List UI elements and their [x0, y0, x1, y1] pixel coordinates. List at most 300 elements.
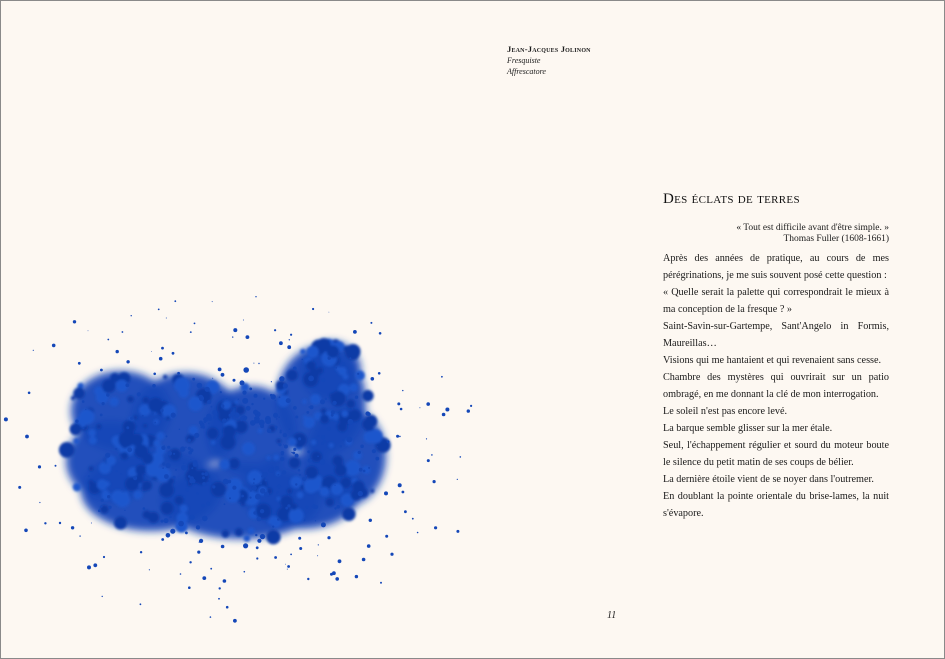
pigment-speck — [265, 479, 267, 481]
pigment-speck — [281, 451, 285, 455]
pigment-speck — [59, 522, 61, 524]
pigment-grain — [161, 502, 174, 515]
pigment-speck — [224, 492, 225, 493]
pigment-speck — [335, 367, 337, 369]
epigraph-source: Thomas Fuller (1608-1661) — [783, 234, 889, 244]
pigment-speck — [199, 421, 203, 425]
pigment-speck — [253, 511, 256, 514]
author-role-fr: Fresquiste — [507, 56, 541, 65]
pigment-speck — [279, 396, 281, 398]
pigment-grain — [180, 505, 188, 513]
pigment-speck — [204, 472, 208, 476]
pigment-speck — [140, 551, 142, 553]
pigment-speck — [359, 468, 363, 472]
author-role-it: Affrescatore — [507, 67, 546, 76]
pigment-speck — [387, 440, 390, 443]
pigment-speck — [161, 538, 164, 541]
pigment-grain — [320, 487, 330, 497]
pigment-speck — [246, 406, 251, 411]
pigment-grain — [79, 409, 95, 425]
pigment-speck — [287, 569, 288, 570]
pigment-speck — [253, 478, 255, 480]
pigment-speck — [137, 392, 141, 396]
pigment-speck — [87, 565, 91, 569]
pigment-grain — [70, 423, 82, 435]
pigment-grain — [175, 496, 184, 505]
pigment-grain — [289, 508, 304, 523]
pigment-speck — [320, 399, 325, 404]
pigment-speck — [325, 498, 326, 499]
pigment-speck — [202, 476, 205, 479]
pigment-speck — [277, 484, 281, 488]
pigment-grain — [248, 528, 255, 535]
pigment-speck — [116, 470, 118, 472]
pigment-speck — [196, 492, 198, 494]
pigment-speck — [290, 554, 292, 556]
pigment-speck — [178, 521, 184, 527]
pigment-grain — [154, 419, 159, 424]
pigment-speck — [275, 426, 278, 429]
pigment-speck — [442, 413, 446, 417]
pigment-speck — [213, 415, 217, 419]
pigment-speck — [241, 495, 244, 498]
paragraph: Après des années de pratique, au cours de mes pérégrinations, je me suis souvent posé cette question : — [663, 253, 889, 281]
pigment-speck — [243, 320, 244, 321]
pigment-speck — [312, 308, 314, 310]
pigment-speck — [378, 372, 381, 375]
pigment-speck — [273, 413, 278, 418]
pigment-speck — [28, 392, 31, 395]
pigment-grain — [247, 470, 262, 485]
pigment-speck — [367, 544, 371, 548]
pigment-speck — [283, 444, 284, 445]
pigment-grain — [291, 503, 298, 510]
pigment-speck — [255, 534, 257, 536]
pigment-grain — [174, 377, 190, 393]
pigment-speck — [177, 372, 180, 375]
pigment-grain — [97, 479, 108, 490]
pigment-speck — [125, 383, 129, 387]
pigment-speck — [355, 396, 358, 399]
pigment-speck — [379, 332, 382, 335]
pigment-speck — [183, 503, 185, 505]
pigment-speck — [174, 300, 176, 302]
pigment-grain — [119, 434, 132, 447]
pigment-speck — [185, 532, 188, 535]
pigment-speck — [208, 482, 212, 486]
pigment-speck — [321, 378, 325, 382]
pigment-grain — [133, 490, 142, 499]
pigment-grain — [302, 399, 307, 404]
pigment-speck — [4, 417, 8, 421]
pigment-grain — [143, 511, 151, 519]
pigment-grain — [225, 488, 240, 503]
pigment-speck — [308, 406, 309, 407]
pigment-speck — [250, 420, 256, 426]
pigment-speck — [280, 430, 282, 432]
pigment-speck — [218, 598, 220, 600]
pigment-speck — [103, 556, 105, 558]
pigment-speck — [230, 411, 235, 416]
pigment-speck — [205, 387, 210, 392]
pigment-speck — [349, 357, 351, 359]
pigment-speck — [82, 400, 85, 403]
pigment-speck — [271, 381, 272, 382]
pigment-speck — [402, 390, 403, 391]
pigment-speck — [108, 506, 111, 509]
pigment-grain — [88, 480, 93, 485]
pigment-grain — [207, 428, 219, 440]
pigment-grain — [222, 530, 230, 538]
pigment-speck — [275, 400, 276, 401]
pigment-speck — [263, 398, 265, 400]
pigment-speck — [169, 516, 171, 518]
pigment-speck — [355, 575, 358, 578]
pigment-grain — [94, 386, 103, 395]
pigment-speck — [93, 563, 97, 567]
pigment-grain — [311, 440, 316, 445]
pigment-speck — [342, 362, 346, 366]
pigment-speck — [233, 328, 237, 332]
epigraph — [663, 223, 889, 245]
pigment-speck — [265, 418, 271, 424]
pigment-speck — [183, 496, 186, 499]
pigment-speck — [260, 534, 265, 539]
pigment-speck — [190, 515, 195, 520]
pigment-speck — [240, 380, 245, 385]
pigment-grain — [335, 464, 347, 476]
pigment-speck — [363, 470, 366, 473]
pigment-speck — [284, 445, 288, 449]
pigment-speck — [131, 315, 132, 316]
pigment-speck — [304, 519, 306, 521]
pigment-speck — [212, 301, 213, 302]
pigment-speck — [346, 437, 352, 443]
pigment-speck — [344, 489, 347, 492]
pigment-speck — [183, 463, 184, 464]
pigment-speck — [226, 606, 229, 609]
pigment-speck — [302, 477, 306, 481]
chapter-body — [663, 250, 889, 522]
pigment-speck — [202, 516, 208, 522]
pigment-speck — [302, 359, 303, 360]
pigment-speck — [222, 418, 227, 423]
pigment-speck — [212, 485, 215, 488]
pigment-speck — [18, 486, 21, 489]
pigment-speck — [164, 518, 169, 523]
pigment-speck — [166, 463, 171, 468]
pigment-speck — [73, 320, 76, 323]
pigment-speck — [166, 318, 167, 319]
pigment-speck — [254, 394, 258, 398]
pigment-speck — [271, 467, 273, 469]
pigment-speck — [188, 451, 192, 455]
chapter-title: Des éclats de terres — [663, 191, 800, 207]
pigment-speck — [124, 510, 125, 511]
pigment-speck — [287, 345, 291, 349]
pigment-speck — [232, 486, 236, 490]
pigment-speck — [320, 459, 326, 465]
pigment-speck — [190, 331, 192, 333]
pigment-speck — [201, 472, 204, 475]
pigment-grain — [235, 400, 239, 404]
pigment-speck — [211, 406, 213, 408]
pigment-speck — [164, 474, 169, 479]
pigment-speck — [286, 398, 291, 403]
pigment-speck — [279, 376, 284, 381]
pigment-speck — [115, 448, 117, 450]
pigment-speck — [367, 412, 371, 416]
pigment-speck — [318, 435, 320, 437]
pigment-speck — [441, 376, 443, 378]
pigment-speck — [334, 485, 335, 486]
pigment-speck — [159, 357, 163, 361]
pigment-speck — [78, 362, 81, 365]
pigment-speck — [202, 426, 205, 429]
pigment-grain — [307, 346, 319, 358]
pigment-grain — [133, 415, 137, 419]
paragraph: En doublant la pointe orientale du brise-lames, la nuit s'évapore. — [663, 491, 889, 519]
pigment-grain — [329, 443, 334, 448]
pigment-speck — [102, 402, 105, 405]
pigment-speck — [85, 409, 86, 410]
pigment-speck — [88, 330, 89, 331]
pigment-speck — [358, 491, 363, 496]
pigment-grain — [211, 440, 216, 445]
pigment-speck — [295, 416, 298, 419]
pigment-speck — [181, 465, 187, 471]
pigment-speck — [105, 453, 110, 458]
pigment-speck — [194, 323, 196, 325]
pigment-speck — [197, 383, 203, 389]
pigment-speck — [285, 564, 286, 565]
pigment-speck — [193, 466, 194, 467]
pigment-speck — [293, 367, 297, 371]
pigment-grain — [235, 528, 243, 536]
pigment-speck — [102, 596, 103, 597]
pigment-speck — [390, 553, 393, 556]
pigment-speck — [398, 483, 402, 487]
pigment-grain — [289, 457, 301, 469]
pigment-grain — [266, 456, 270, 460]
pigment-grain — [321, 408, 327, 414]
pigment-grain — [288, 438, 297, 447]
pigment-grain — [121, 452, 129, 460]
pigment-grain — [241, 502, 245, 506]
pigment-speck — [396, 435, 399, 438]
pigment-grain — [114, 517, 127, 530]
pigment-speck — [348, 419, 354, 425]
pigment-speck — [229, 497, 231, 499]
pigment-speck — [143, 507, 146, 510]
pigment-speck — [180, 573, 182, 575]
pigment-speck — [283, 383, 288, 388]
pigment-speck — [100, 414, 103, 417]
pigment-speck — [306, 475, 308, 477]
pigment-speck — [52, 344, 56, 348]
pigment-grain — [362, 466, 370, 474]
pigment-speck — [427, 459, 430, 462]
author-name: Jean-Jacques Jolinon — [507, 44, 591, 54]
pigment-speck — [369, 519, 372, 522]
pigment-grain — [365, 415, 378, 428]
pigment-speck — [166, 435, 168, 437]
pigment-grain — [223, 425, 236, 438]
pigment-grain — [370, 489, 374, 493]
pigment-speck — [196, 525, 200, 529]
paragraph: Visions qui me hantaient et qui revenaient sans cesse. — [663, 355, 882, 366]
pigment-speck — [287, 504, 290, 507]
pigment-grain — [258, 428, 263, 433]
pigment-speck — [275, 466, 279, 470]
pigment-speck — [226, 398, 227, 399]
paragraph: Chambre des mystères qui ouvrirait sur un patio ombragé, en me donnant la clé de mon interrogation. — [663, 372, 889, 400]
pigment-speck — [253, 410, 258, 415]
pigment-speck — [321, 435, 325, 439]
pigment-speck — [278, 443, 281, 446]
pigment-speck — [243, 416, 245, 418]
pigment-grain — [153, 440, 160, 447]
pigment-speck — [226, 481, 229, 484]
epigraph-quote: « Tout est difficile avant d'être simple. » — [736, 223, 889, 233]
pigment-speck — [221, 373, 225, 377]
pigment-speck — [380, 582, 382, 584]
pigment-grain — [59, 442, 75, 458]
pigment-speck — [433, 480, 436, 483]
pigment-speck — [242, 391, 246, 395]
pigment-speck — [161, 520, 164, 523]
pigment-speck — [126, 360, 129, 363]
pigment-grain — [71, 396, 75, 400]
pigment-speck — [149, 569, 150, 570]
pigment-speck — [101, 499, 104, 502]
pigment-speck — [140, 603, 142, 605]
pigment-speck — [224, 503, 226, 505]
page-number: 11 — [607, 610, 617, 621]
pigment-speck — [298, 469, 301, 472]
pigment-speck — [197, 551, 200, 554]
pigment-grain — [287, 488, 292, 493]
pigment-grain — [268, 520, 272, 524]
pigment-speck — [257, 517, 262, 522]
pigment-speck — [206, 502, 210, 506]
pigment-speck — [107, 495, 110, 498]
pigment-grain — [111, 490, 125, 504]
book-spread — [1, 1, 944, 658]
pigment-grain — [89, 466, 94, 471]
pigment-speck — [290, 334, 292, 336]
pigment-speck — [25, 435, 29, 439]
pigment-speck — [168, 451, 173, 456]
pigment-grain — [277, 497, 281, 501]
pigment-speck — [161, 446, 165, 450]
pigment-speck — [276, 418, 278, 420]
pigment-speck — [397, 402, 400, 405]
pigment-speck — [285, 507, 288, 510]
pigment-speck — [221, 545, 225, 549]
pigment-grain — [266, 530, 281, 545]
pigment-speck — [245, 416, 248, 419]
pigment-grain — [131, 434, 143, 446]
pigment-speck — [460, 456, 462, 458]
pigment-speck — [327, 427, 331, 431]
pigment-speck — [327, 536, 330, 539]
pigment-speck — [82, 427, 84, 429]
pigment-speck — [202, 576, 206, 580]
pigment-speck — [162, 467, 164, 469]
pigment-speck — [100, 505, 102, 507]
pigment-speck — [126, 426, 129, 429]
pigment-speck — [122, 331, 124, 333]
pigment-grain — [96, 424, 101, 429]
pigment-speck — [133, 476, 137, 480]
pigment-grain — [331, 483, 343, 495]
pigment-speck — [412, 518, 414, 520]
pigment-speck — [470, 405, 472, 407]
pigment-grain — [276, 439, 281, 444]
pigment-speck — [293, 406, 297, 410]
pigment-speck — [293, 448, 296, 451]
pigment-speck — [91, 523, 92, 524]
pigment-speck — [417, 532, 419, 534]
pigment-speck — [295, 454, 299, 458]
pigment-speck — [277, 518, 279, 520]
pigment-speck — [385, 535, 388, 538]
pigment-grain — [142, 486, 148, 492]
pigment-speck — [426, 438, 427, 439]
pigment-grain — [273, 454, 279, 460]
pigment-speck — [332, 401, 336, 405]
pigment-speck — [426, 402, 430, 406]
pigment-speck — [187, 439, 191, 443]
pigment-speck — [173, 453, 175, 455]
pigment-speck — [467, 409, 470, 412]
pigment-grain — [341, 410, 348, 417]
pigment-speck — [193, 462, 198, 467]
pigment-speck — [106, 393, 109, 396]
pigment-speck — [419, 407, 420, 408]
pigment-speck — [314, 505, 318, 509]
pigment-speck — [308, 458, 312, 462]
pigment-speck — [317, 555, 318, 556]
pigment-grain — [89, 436, 97, 444]
pigment-speck — [404, 510, 407, 513]
pigment-grain — [355, 370, 365, 380]
pigment-speck — [107, 339, 109, 341]
pigment-grain — [327, 346, 339, 358]
pigment-speck — [206, 414, 211, 419]
pigment-speck — [188, 586, 191, 589]
pigment-grain — [244, 535, 251, 542]
pigment-speck — [336, 505, 340, 509]
pigment-speck — [274, 329, 276, 331]
pigment-speck — [98, 509, 101, 512]
pigment-speck — [317, 456, 319, 458]
pigment-speck — [323, 440, 327, 444]
pigment-speck — [278, 416, 280, 418]
pigment-speck — [120, 473, 122, 475]
pigment-speck — [249, 497, 251, 499]
pigment-speck — [255, 415, 259, 419]
pigment-speck — [312, 448, 313, 449]
pigment-speck — [289, 428, 291, 430]
pigment-grain — [156, 467, 171, 482]
pigment-grain — [88, 429, 96, 437]
pigment-speck — [249, 388, 252, 391]
pigment-grain — [156, 432, 164, 440]
pigment-speck — [357, 373, 359, 375]
pigment-speck — [210, 616, 212, 618]
